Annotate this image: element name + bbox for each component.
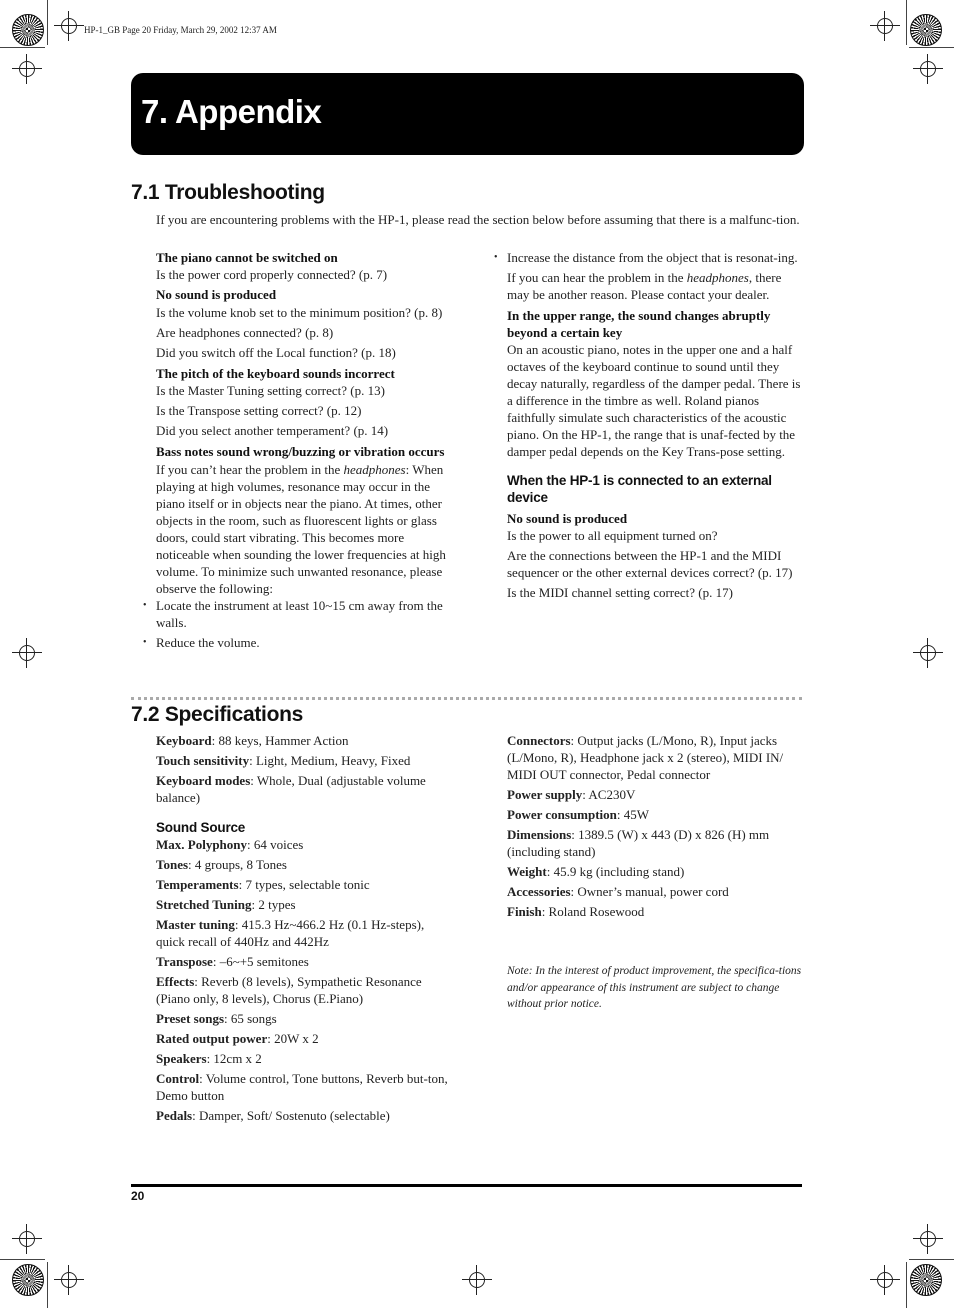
trim-mark: [906, 0, 907, 45]
sound-source-heading: Sound Source: [156, 820, 246, 835]
problem-check: Is the power to all equipment turned on?: [507, 528, 718, 543]
color-bar-mark: [12, 14, 44, 46]
spec-item: Keyboard: 88 keys, Hammer Action: [156, 733, 349, 748]
color-bar-mark: [910, 14, 942, 46]
problem-title: In the upper range, the sound changes abruptly beyond a certain key: [507, 308, 771, 340]
problem-check: Is the MIDI channel setting correct? (p. 17): [507, 585, 733, 600]
spec-item: Tones: 4 groups, 8 Tones: [156, 857, 287, 872]
problem-title: No sound is produced: [507, 511, 628, 526]
specs-note: Note: In the interest of product improvement, the specifica-tions and/or appearance of this instrument are subject to change without prior notice.: [507, 965, 802, 1010]
registration-mark-icon: [913, 54, 943, 84]
registration-mark-icon: [54, 11, 84, 41]
spec-item: Stretched Tuning: 2 types: [156, 897, 296, 912]
registration-mark-icon: [913, 638, 943, 668]
spec-item: Touch sensitivity: Light, Medium, Heavy, Fixed: [156, 753, 411, 768]
problem-title: Bass notes sound wrong/buzzing or vibration occurs: [156, 444, 445, 459]
bullet-item: • Increase the distance from the object that is resonat-ing.: [507, 249, 802, 266]
problem-title: The pitch of the keyboard sounds incorrect: [156, 366, 395, 381]
spec-item: Effects: Reverb (8 levels), Sympathetic Resonance (Piano only, 8 levels), Chorus (E.Piano): [156, 974, 422, 1006]
external-device-heading: When the HP-1 is connected to an external device: [507, 473, 772, 505]
trim-mark: [0, 47, 45, 48]
bullet-item: • Reduce the volume.: [156, 634, 451, 651]
problem-check: Is the power cord properly connected? (p. 7): [156, 267, 388, 282]
spec-item: Weight: 45.9 kg (including stand): [507, 864, 685, 879]
troubleshooting-heading: 7.1 Troubleshooting: [131, 181, 325, 204]
registration-mark-icon: [462, 1265, 492, 1295]
registration-mark-icon: [12, 638, 42, 668]
color-bar-mark: [12, 1264, 44, 1296]
trim-mark: [47, 0, 48, 45]
problem-explanation: On an acoustic piano, notes in the upper one and a half octaves of the keyboard continue to sound until they decay naturally, regardless of the damper pedal. There is a difference in the timbre as well. Roland pianos faithfully simulate such characteristics of the acoustic piano. On the HP-1, the range that is unaf-fected by the damper pedal depends on the Key Trans-pose setting.: [507, 342, 801, 459]
color-bar-mark: [910, 1264, 942, 1296]
spec-item: Control: Volume control, Tone buttons, Reverb but-ton, Demo button: [156, 1071, 448, 1103]
registration-mark-icon: [870, 1265, 900, 1295]
spec-item: Accessories: Owner’s manual, power cord: [507, 884, 729, 899]
trim-mark: [906, 1262, 907, 1308]
spec-item: Keyboard modes: Whole, Dual (adjustable volume balance): [156, 773, 426, 805]
chapter-banner: [131, 73, 804, 155]
problem-title: The piano cannot be switched on: [156, 250, 338, 265]
spec-item: Pedals: Damper, Soft/ Sostenuto (selectable): [156, 1108, 390, 1123]
trim-mark: [909, 47, 954, 48]
spec-item: Connectors: Output jacks (L/Mono, R), Input jacks (L/Mono, R), Headphone jack x 2 (stereo), MIDI IN/ MIDI OUT connector, Pedal connector: [507, 733, 784, 782]
registration-mark-icon: [12, 1224, 42, 1254]
spec-item: Speakers: 12cm x 2: [156, 1051, 262, 1066]
spec-item: Dimensions: 1389.5 (W) x 443 (D) x 826 (H) mm (including stand): [507, 827, 770, 859]
problem-check: Is the volume knob set to the minimum position? (p. 8): [156, 305, 443, 320]
troubleshooting-right-column: [507, 249, 802, 604]
troubleshooting-intro: If you are encountering problems with the HP-1, please read the section below before assuming that there is a malfunc-tion.: [156, 212, 800, 227]
footer-rule: [131, 1184, 802, 1187]
problem-check: Did you select another temperament? (p. 14): [156, 423, 389, 438]
spec-item: Temperaments: 7 types, selectable tonic: [156, 877, 370, 892]
trim-mark: [909, 1259, 954, 1260]
registration-mark-icon: [913, 1224, 943, 1254]
trim-mark: [0, 1259, 45, 1260]
problem-title: No sound is produced: [156, 287, 277, 302]
specs-right-column: [507, 732, 802, 923]
problem-check: Are the connections between the HP-1 and the MIDI sequencer or the other external devices correct? (p. 17): [507, 548, 793, 580]
page-number: 20: [131, 1189, 145, 1203]
trim-mark: [47, 1262, 48, 1308]
bullet-item: • Locate the instrument at least 10~15 cm away from the walls.: [156, 597, 451, 631]
problem-check: Did you switch off the Local function? (p. 18): [156, 345, 396, 360]
specs-left-column: [156, 732, 451, 1127]
spec-item: Master tuning: 415.3 Hz~466.2 Hz (0.1 Hz-steps), quick recall of 440Hz and 442Hz: [156, 917, 425, 949]
registration-mark-icon: [870, 11, 900, 41]
registration-mark-icon: [12, 54, 42, 84]
spec-item: Rated output power: 20W x 2: [156, 1031, 319, 1046]
spec-item: Power consumption: 45W: [507, 807, 650, 822]
print-slug: HP-1_GB Page 20 Friday, March 29, 2002 12:37 AM: [84, 25, 277, 35]
spec-item: Transpose: –6~+5 semitones: [156, 954, 309, 969]
problem-explanation: If you can’t hear the problem in the headphones: When playing at high volumes, resonance may occur in the piano itself or in objects near the piano. At times, other objects in the room, such as fluorescent lights or glass doors, could start vibrating. This becomes more noticeable when sounding the lower frequencies at high volume. To minimize such unwanted resonance, please observe the following:: [156, 462, 446, 596]
spec-item: Preset songs: 65 songs: [156, 1011, 277, 1026]
problem-check: Is the Transpose setting correct? (p. 12): [156, 403, 362, 418]
spec-item: Finish: Roland Rosewood: [507, 904, 645, 919]
troubleshooting-left-column: [156, 249, 451, 654]
problem-explanation: If you can hear the problem in the headphones, there may be another reason. Please contact your dealer.: [507, 270, 782, 302]
specifications-heading: 7.2 Specifications: [131, 703, 304, 726]
chapter-title: 7. Appendix: [141, 93, 322, 130]
section-divider: [131, 697, 802, 700]
spec-item: Power supply: AC230V: [507, 787, 636, 802]
problem-check: Is the Master Tuning setting correct? (p. 13): [156, 383, 385, 398]
spec-item: Max. Polyphony: 64 voices: [156, 837, 304, 852]
registration-mark-icon: [54, 1265, 84, 1295]
problem-check: Are headphones connected? (p. 8): [156, 325, 334, 340]
